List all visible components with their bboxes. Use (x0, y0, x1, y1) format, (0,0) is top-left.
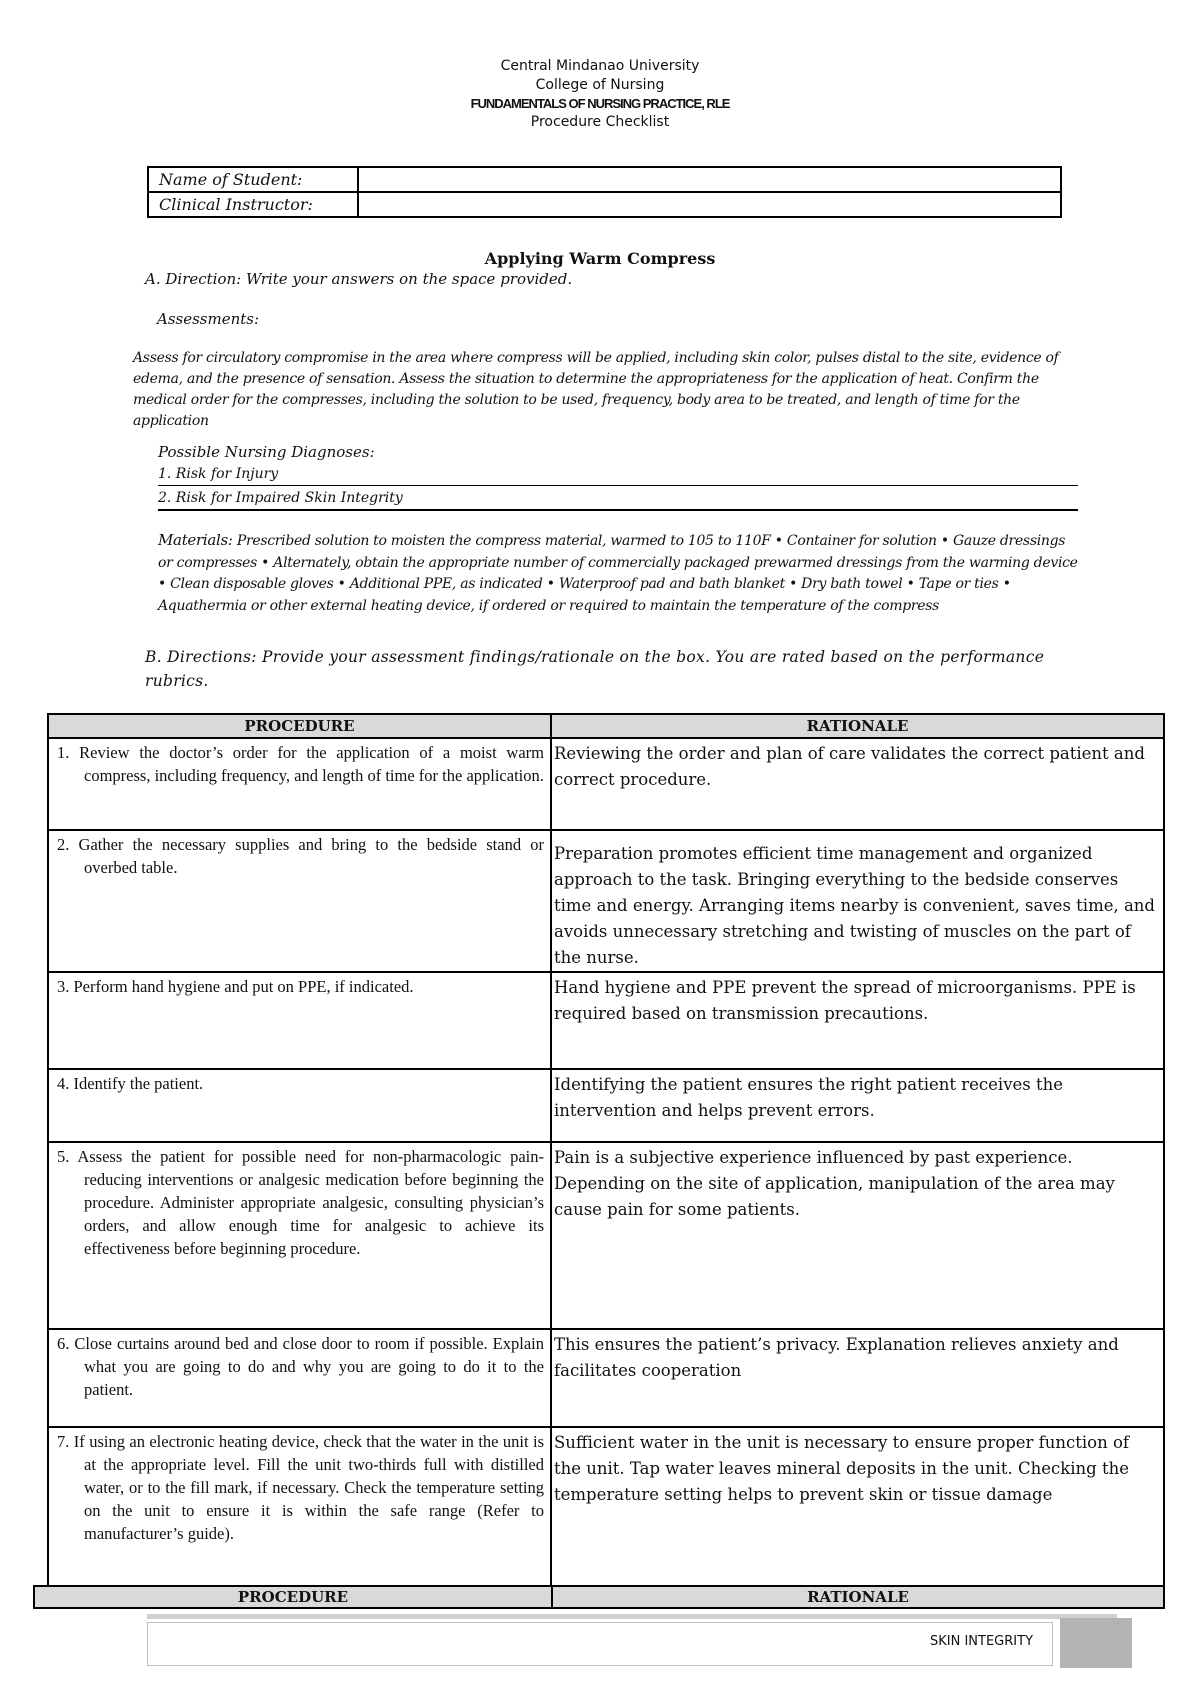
table-row (48, 1142, 1164, 1329)
table-row (48, 1069, 1164, 1142)
table-row (48, 738, 1164, 830)
assessments-heading: Assessments: (157, 310, 260, 328)
direction-b: B. Directions: Provide your assessment findings/rationale on the box. You are rated based on the performance rubrics. (145, 648, 1045, 690)
procedure-step: 2. Gather the necessary supplies and bring to the bedside stand or overbed table. (57, 835, 544, 877)
rationale-cell: Pain is a subjective experience influenced by past experience. Depending on the site of application, manipulation of the area may cause pain for some patients. (551, 1142, 1164, 1329)
assessments-text: Assess for circulatory compromise in the area where compress will be applied, including skin color, pulses distal to the site, evidence of edema, and the presence of sensation. Assess the situation to determine the appropriateness for the application of heat. Confirm the medical order for the compresses, including the solution to be used, frequency, body area to be treated, and length of time for the application (133, 350, 1059, 429)
rationale-cell: Hand hygiene and PPE prevent the spread of microorganisms. PPE is required based on transmission precautions. (551, 972, 1164, 1069)
diagnoses-heading: Possible Nursing Diagnoses: (158, 443, 375, 461)
direction-a: A. Direction: Write your answers on the space provided. (145, 270, 573, 288)
table-row (48, 1329, 1164, 1427)
instructor-label: Clinical Instructor: (148, 192, 358, 217)
rationale-cell: Reviewing the order and plan of care validates the correct patient and correct procedure. (551, 738, 1164, 830)
table-row (48, 1427, 1164, 1591)
instructor-field[interactable] (358, 192, 1061, 217)
procedure-step: 5. Assess the patient for possible need for non-pharmacologic pain-reducing interventions or analgesic medication before beginning the procedure. Administer appropriate analgesic, consulting physician’s orders, and allow enough time for analgesic to achieve its effectiveness before beginning procedure. (57, 1147, 544, 1258)
document-header (0, 57, 1200, 132)
student-name-field[interactable] (358, 167, 1061, 192)
student-name-label: Name of Student: (148, 167, 358, 192)
procedure-step: 4. Identify the patient. (57, 1074, 204, 1093)
procedure-step: 7. If using an electronic heating device, check that the water in the unit is at the appropriate level. Fill the unit two-thirds full with distilled water, or to the fill mark, if necessary. Check the temperature setting on the unit to ensure it is within the safe range (Refer to manufacturer’s guide). (57, 1432, 544, 1543)
rationale-header: RATIONALE (551, 714, 1164, 738)
rationale-cell: This ensures the patient’s privacy. Explanation relieves anxiety and facilitates cooperation (551, 1329, 1164, 1427)
procedure-title: Applying Warm Compress (484, 249, 716, 268)
table-row (48, 972, 1164, 1069)
rationale-header: RATIONALE (552, 1586, 1164, 1608)
procedure-step: 1. Review the doctor’s order for the application of a moist warm compress, including frequency, and length of time for the application. (57, 743, 544, 785)
materials-label: Materials: (158, 531, 233, 549)
college-name: College of Nursing (535, 77, 665, 93)
university-name: Central Mindanao University (500, 58, 700, 74)
rationale-cell: Preparation promotes efficient time management and organized approach to the task. Bringing everything to the bedside conserves time and energy. Arranging items nearby is convenient, saves time, and avoids unnecessary stretching and twisting of muscles on the part of the nurse. (551, 830, 1164, 972)
diagnosis-item: 1. Risk for Injury (158, 463, 1078, 486)
student-info-table (147, 166, 1062, 218)
procedure-table-continued-header (33, 1585, 1165, 1609)
diagnosis-item: 2. Risk for Impaired Skin Integrity (158, 487, 1078, 511)
table-row (48, 830, 1164, 972)
procedure-step: 3. Perform hand hygiene and put on PPE, if indicated. (57, 977, 414, 996)
materials-text: Prescribed solution to moisten the compress material, warmed to 105 to 110F • Container for solution • Gauze dressings or compresses • Alternately, obtain the appropriate number of commercially packaged prewarmed dressings from the warming device • Clean disposable gloves • Additional PPE, as indicated • Waterproof pad and bath blanket • Dry bath towel • Tape or ties • Aquathermia or other external heating device, if ordered or required to maintain the temperature of the compress (158, 533, 1078, 614)
course-title: FUNDAMENTALS OF NURSING PRACTICE, RLE (470, 96, 730, 111)
footer-page-block (1060, 1618, 1132, 1668)
rationale-cell: Identifying the patient ensures the right patient receives the intervention and helps prevent errors. (551, 1069, 1164, 1142)
materials-section (158, 530, 1078, 617)
procedure-header: PROCEDURE (34, 1586, 552, 1608)
procedure-table (47, 713, 1165, 1592)
footer-label: SKIN INTEGRITY (930, 1634, 1034, 1649)
footer-divider (147, 1614, 1117, 1619)
procedure-header: PROCEDURE (48, 714, 551, 738)
footer-box (147, 1622, 1053, 1666)
rationale-cell: Sufficient water in the unit is necessary to ensure proper function of the unit. Tap water leaves mineral deposits in the unit. Checking the temperature setting helps to prevent skin or tissue damage (551, 1427, 1164, 1591)
document-type: Procedure Checklist (530, 114, 670, 130)
procedure-step: 6. Close curtains around bed and close door to room if possible. Explain what you are going to do and why you are going to do it to the patient. (57, 1334, 544, 1399)
